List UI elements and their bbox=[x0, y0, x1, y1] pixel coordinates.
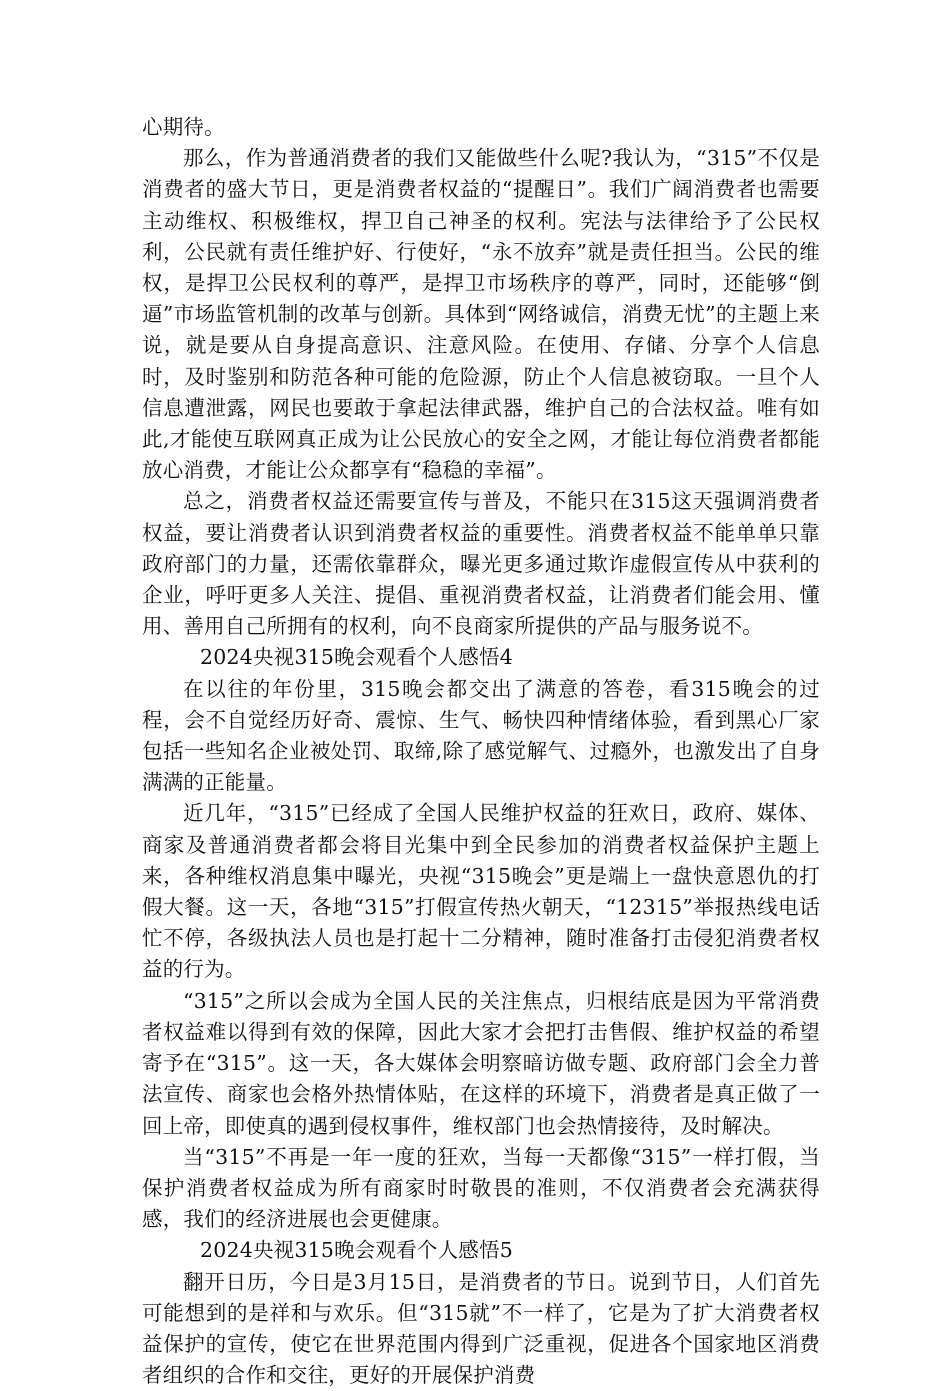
paragraph-recent-years: 近几年，“315”已经成了全国人民维护权益的狂欢日，政府、媒体、商家及普通消费者都会将目光集中到全民参加的消费者权益保护主题上来，各种维权消息集中曝光，央视“315晚会”更是端上一盘快意恩仇的打假大餐。这一天，各地“315”打假宣传热火朝天，“12315”举报热线电话忙不停，各级执法人员也是打起十二分精神，随时准备打击侵犯消费者权益的行为。 bbox=[142, 801, 820, 982]
section-heading-5: 2024央视315晚会观看个人感悟5 bbox=[200, 1238, 513, 1263]
paragraph-past-years: 在以往的年份里，315晚会都交出了满意的答卷，看315晚会的过程，会不自觉经历好奇、震惊、生气、畅快四种情绪体验，看到黑心厂家包括一些知名企业被处罚、取缔,除了感觉解气、过瘾外，也激发出了自身满满的正能量。 bbox=[142, 676, 820, 795]
paragraph-continuation: 心期待。 bbox=[142, 115, 225, 139]
paragraph-calendar: 翻开日历，今日是3月15日，是消费者的节日。说到节日，人们首先可能想到的是祥和与欢乐。但“315就”不一样了，它是为了扩大消费者权益保护的宣传，使它在世界范围内得到广泛重视，促进各个国家地区消费者组织的合作和交往，更好的开展保护消费 bbox=[142, 1269, 820, 1388]
paragraph-focus-reason: “315”之所以会成为全国人民的关注焦点，归根结底是因为平常消费者权益难以得到有效的保障，因此大家才会把打击售假、维护权益的希望寄予在“315”。这一天，各大媒体会明察暗访做专题、政府部门会全力普法宣传、商家也会格外热情体贴，在这样的环境下，消费者是真正做了一回上帝，即使真的遇到侵权事件，维权部门也会热情接待，及时解决。 bbox=[142, 988, 820, 1138]
paragraph-consumer-rights-action: 那么，作为普通消费者的我们又能做些什么呢?我认为，“315”不仅是消费者的盛大节日，更是消费者权益的“提醒日”。我们广阔消费者也需要主动维权、积极维权，捍卫自己神圣的权利。宪法与法律给予了公民权利，公民就有责任维护好、行使好，“永不放弃”就是责任担当。公民的维权，是捍卫公民权利的尊严，是捍卫市场秩序的尊严，同时，还能够“倒逼”市场监管机制的改革与创新。具体到“网络诚信，消费无忧”的主题上来说，就是要从自身提高意识、注意风险。在使用、存储、分享个人信息时，及时鉴别和防范各种可能的危险源，防止个人信息被窃取。一旦个人信息遭泄露，网民也要敢于拿起法律武器，维护自己的合法权益。唯有如此,才能使互联网真正成为让公民放心的安全之网，才能让每位消费者都能放心消费，才能让公众都享有“稳稳的幸福”。 bbox=[142, 146, 820, 483]
document-page bbox=[142, 112, 820, 1391]
paragraph-conclusion: 总之，消费者权益还需要宣传与普及，不能只在315这天强调消费者权益，要让消费者认识到消费者权益的重要性。消费者权益不能单单只靠政府部门的力量，还需依靠群众，曝光更多通过欺诈虚假宣传从中获利的企业，呼吁更多人关注、提倡、重视消费者权益，让消费者们能会用、懂用、善用自己所拥有的权利，向不良商家所提供的产品与服务说不。 bbox=[142, 489, 820, 639]
paragraph-every-day: 当“315”不再是一年一度的狂欢，当每一天都像“315”一样打假，当保护消费者权益成为所有商家时时敬畏的准则，不仅消费者会充满获得感，我们的经济进展也会更健康。 bbox=[142, 1144, 820, 1232]
section-heading-4: 2024央视315晚会观看个人感悟4 bbox=[200, 645, 513, 670]
